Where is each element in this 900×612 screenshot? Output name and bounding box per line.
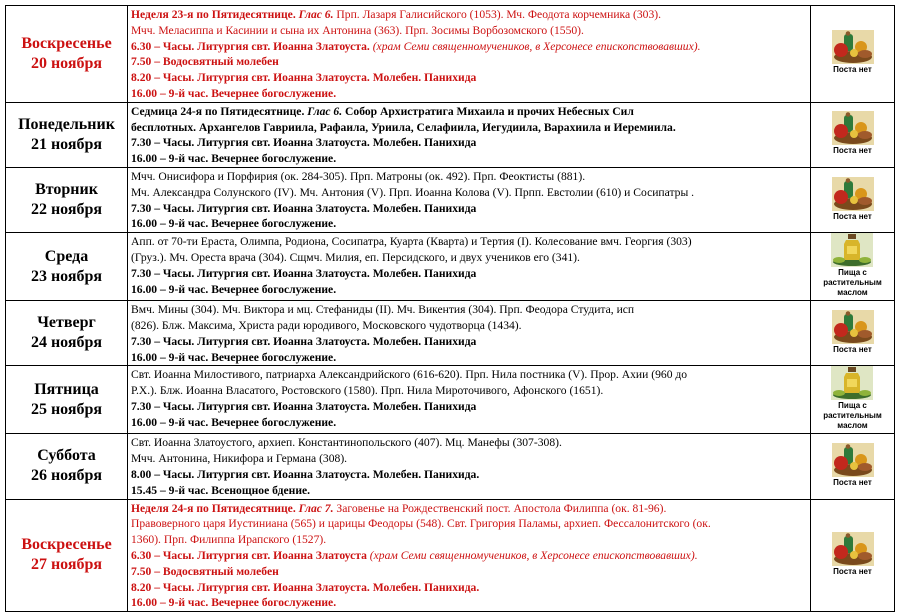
service-text: 7.30 – Часы. Литургия свт. Иоанна Златоуста. Молебен. Панихида — [131, 201, 477, 215]
service-line — [131, 86, 807, 102]
service-line — [131, 383, 807, 399]
service-text: Свт. Иоанна Милостивого, патриарха Александрийского (616-620). Прп. Нила постника (V). Прор. Ахии (960 до — [131, 368, 688, 382]
fasting-label: маслом — [837, 288, 868, 298]
fast-cell — [811, 499, 895, 612]
service-line — [131, 516, 807, 532]
service-line — [131, 451, 807, 467]
service-line — [131, 216, 807, 232]
day-cell — [6, 102, 128, 167]
service-text: Вмч. Мины (304). Мч. Виктора и мц. Стефаниды (II). Мч. Викентия (304). Прп. Феодора Студита, исп — [131, 303, 635, 317]
fasting-indicator — [832, 30, 874, 75]
service-line — [131, 104, 807, 120]
date-label: 26 ноября — [30, 467, 103, 485]
fasting-indicator — [832, 177, 874, 222]
service-text: Мчч. Меласиппа и Касинии и сына их Антонина (363). Прп. Зосимы Ворбозомского (1550). — [131, 23, 584, 37]
weekday-label: Воскресенье — [21, 536, 112, 554]
fasting-indicator — [832, 532, 874, 577]
fast-cell — [811, 167, 895, 232]
fasting-indicator — [823, 233, 882, 298]
service-text: 16.00 – 9-й час. Вечернее богослужение. — [131, 350, 337, 364]
service-text: Глас 7. — [298, 501, 334, 515]
service-text: 7.30 – Часы. Литургия свт. Иоанна Златоуста. Молебен. Панихида — [131, 399, 477, 413]
service-text: (826). Блж. Максима, Христа ради юродивого, Московского чудотворца (1434). — [131, 318, 522, 332]
service-line — [131, 185, 807, 201]
food-basket-icon — [832, 30, 874, 64]
fast-cell — [811, 102, 895, 167]
service-text: 6.30 – Часы. Литургия свт. Иоанна Златоуста. — [131, 39, 370, 53]
day-cell — [6, 6, 128, 103]
service-text: Глас 6. — [307, 104, 343, 118]
service-line — [131, 151, 807, 167]
fasting-label: Поста нет — [833, 477, 872, 487]
service-text: Прп. Лазаря Галисийского (1053). Мч. Феодота корчемника (303). — [333, 8, 662, 21]
service-text: 7.50 – Водосвятный молебен — [131, 55, 279, 69]
service-line — [131, 580, 807, 596]
service-text: 16.00 – 9-й час. Вечернее богослужение. — [131, 282, 337, 296]
food-basket-icon — [832, 111, 874, 145]
services-cell — [128, 6, 811, 103]
fast-cell — [811, 6, 895, 103]
food-basket-icon — [832, 532, 874, 566]
service-line — [131, 467, 807, 483]
weekday-label: Суббота — [37, 447, 96, 465]
service-line — [131, 415, 807, 431]
service-text: Свт. Иоанна Златоустого, архиеп. Константинопольского (407). Мц. Манефы (307-308). — [131, 436, 562, 450]
weekday-label: Воскресенье — [21, 34, 112, 52]
fast-cell — [811, 434, 895, 499]
day-cell — [6, 233, 128, 301]
service-text: Р.Х.). Блж. Иоанна Власатого, Ростовского (1580). Прп. Нила Мироточивого, Афонского (1651). — [131, 384, 604, 398]
fasting-indicator — [832, 310, 874, 355]
service-text: 16.00 – 9-й час. Вечернее богослужение. — [131, 415, 337, 429]
weekday-label: Пятница — [34, 380, 99, 398]
fasting-indicator — [823, 366, 882, 431]
date-label: 21 ноября — [30, 135, 103, 153]
service-text: (храм Семи священномучеников, в Херсонесе епископствовавших). — [366, 548, 698, 562]
service-text: (Груз.). Мч. Ореста врача (304). Сщмч. Милия, еп. Персидского, и двух учеников его (341). — [131, 250, 580, 264]
fast-cell — [811, 233, 895, 301]
day-row — [6, 301, 895, 366]
service-text: 16.00 – 9-й час. Вечернее богослужение. — [131, 596, 337, 610]
day-row — [6, 366, 895, 434]
service-text: Неделя 23-я по Пятидесятнице. — [131, 8, 299, 21]
service-text: 15.45 – 9-й час. Всенощное бдение. — [131, 483, 311, 497]
service-line — [131, 282, 807, 298]
services-cell — [128, 434, 811, 499]
service-text: Собор Архистратига Михаила и прочих Небесных Сил — [342, 104, 634, 118]
oil-bottle-icon — [823, 233, 882, 267]
service-text: Мчч. Онисифора и Порфирия (ок. 284-305). Прп. Матроны (ок. 492). Прп. Феоктисты (881). — [131, 169, 586, 183]
service-line — [131, 23, 807, 39]
service-text: бесплотных. Архангелов Гавриила, Рафаила, Уриила, Селафиила, Иегудиила, Варахиила и Иеремиила. — [131, 120, 676, 134]
service-line — [131, 169, 807, 185]
fasting-label: растительным — [823, 278, 882, 288]
service-line — [131, 250, 807, 266]
service-text: 6.30 – Часы. Литургия свт. Иоанна Златоуста — [131, 548, 367, 562]
service-line — [131, 234, 807, 250]
fasting-label: Поста нет — [833, 146, 872, 156]
date-label: 23 ноября — [30, 267, 103, 285]
fasting-label: Пища с — [838, 401, 867, 411]
service-line — [131, 564, 807, 580]
service-line — [131, 435, 807, 451]
service-text: 1360). Прп. Филиппа Ирапского (1527). — [131, 533, 327, 547]
day-cell — [6, 434, 128, 499]
services-cell — [128, 499, 811, 612]
service-line — [131, 7, 807, 23]
service-line — [131, 334, 807, 350]
fasting-indicator — [832, 443, 874, 488]
day-row — [6, 499, 895, 612]
fasting-label: Поста нет — [833, 566, 872, 576]
fast-cell — [811, 366, 895, 434]
service-text: 7.30 – Часы. Литургия свт. Иоанна Златоуста. Молебен. Панихида — [131, 266, 477, 280]
fasting-indicator — [832, 111, 874, 156]
service-line — [131, 367, 807, 383]
service-line — [131, 501, 807, 517]
service-line — [131, 318, 807, 334]
day-row — [6, 102, 895, 167]
service-text: 8.20 – Часы. Литургия свт. Иоанна Златоуста. Молебен. Панихида. — [131, 580, 480, 594]
food-basket-icon — [832, 443, 874, 477]
service-text: Апп. от 70-ти Ераста, Олимпа, Родиона, Сосипатра, Куарта (Кварта) и Тертия (I). Колесование вмч. Георгия (303) — [131, 235, 692, 249]
day-cell — [6, 499, 128, 612]
fasting-label: Поста нет — [833, 65, 872, 75]
service-text: 8.00 – Часы. Литургия свт. Иоанна Златоуста. Молебен. Панихида. — [131, 467, 480, 481]
day-row — [6, 6, 895, 103]
service-line — [131, 483, 807, 499]
day-cell — [6, 301, 128, 366]
weekday-label: Среда — [44, 247, 89, 265]
day-row — [6, 434, 895, 499]
service-text: 7.30 – Часы. Литургия свт. Иоанна Златоуста. Молебен. Панихида — [131, 334, 477, 348]
schedule-body — [6, 6, 895, 612]
fasting-label: Поста нет — [833, 344, 872, 354]
food-basket-icon — [832, 310, 874, 344]
fasting-label: растительным — [823, 411, 882, 421]
oil-bottle-icon — [823, 366, 882, 400]
service-text: 16.00 – 9-й час. Вечернее богослужение. — [131, 86, 337, 100]
service-line — [131, 399, 807, 415]
date-label: 27 ноября — [30, 556, 103, 574]
service-line — [131, 54, 807, 70]
date-label: 24 ноября — [30, 334, 103, 352]
day-row — [6, 167, 895, 232]
service-text: 7.50 – Водосвятный молебен — [131, 564, 279, 578]
service-text: 8.20 – Часы. Литургия свт. Иоанна Златоуста. Молебен. Панихида — [131, 71, 477, 85]
service-line — [131, 39, 807, 55]
service-text: Заговенье на Рождественский пост. Апостола Филиппа (ок. 81-96). — [333, 501, 667, 515]
services-cell — [128, 366, 811, 434]
service-line — [131, 595, 807, 611]
service-text: Мч. Александра Солунского (IV). Мч. Антония (V). Прп. Иоанна Колова (V). Прпп. Евстолии (610) и Сосипатры . — [131, 185, 695, 199]
service-text: Правоверного царя Иустиниана (565) и царицы Феодоры (548). Свт. Григория Паламы, архиеп. Фессалонитского (ок. — [131, 517, 711, 531]
day-cell — [6, 366, 128, 434]
fasting-label: Пища с — [838, 268, 867, 278]
weekday-label: Вторник — [35, 181, 98, 199]
date-label: 25 ноября — [30, 400, 103, 418]
service-text: Глас 6. — [298, 8, 334, 21]
service-line — [131, 350, 807, 366]
day-row — [6, 233, 895, 301]
service-line — [131, 201, 807, 217]
weekly-schedule-table — [5, 5, 895, 612]
service-text: 16.00 – 9-й час. Вечернее богослужение. — [131, 217, 337, 231]
service-line — [131, 302, 807, 318]
date-label: 20 ноября — [30, 54, 103, 72]
services-cell — [128, 102, 811, 167]
service-line — [131, 532, 807, 548]
service-line — [131, 266, 807, 282]
services-cell — [128, 167, 811, 232]
service-line — [131, 120, 807, 136]
service-text: Седмица 24-я по Пятидесятнице. — [131, 104, 308, 118]
service-line — [131, 70, 807, 86]
food-basket-icon — [832, 177, 874, 211]
fasting-label: Поста нет — [833, 211, 872, 221]
service-line — [131, 548, 807, 564]
day-cell — [6, 167, 128, 232]
weekday-label: Четверг — [37, 314, 96, 332]
service-text: (храм Семи священномучеников, в Херсонесе епископствовавших). — [369, 39, 701, 53]
service-text: Мчч. Антонина, Никифора и Германа (308). — [131, 452, 348, 466]
service-line — [131, 135, 807, 151]
service-text: 16.00 – 9-й час. Вечернее богослужение. — [131, 152, 337, 166]
service-text: Неделя 24-я по Пятидесятнице. — [131, 501, 299, 515]
service-text: 7.30 – Часы. Литургия свт. Иоанна Златоуста. Молебен. Панихида — [131, 136, 477, 150]
date-label: 22 ноября — [30, 201, 103, 219]
fasting-label: маслом — [837, 421, 868, 431]
services-cell — [128, 301, 811, 366]
services-cell — [128, 233, 811, 301]
weekday-label: Понедельник — [18, 115, 115, 133]
fast-cell — [811, 301, 895, 366]
